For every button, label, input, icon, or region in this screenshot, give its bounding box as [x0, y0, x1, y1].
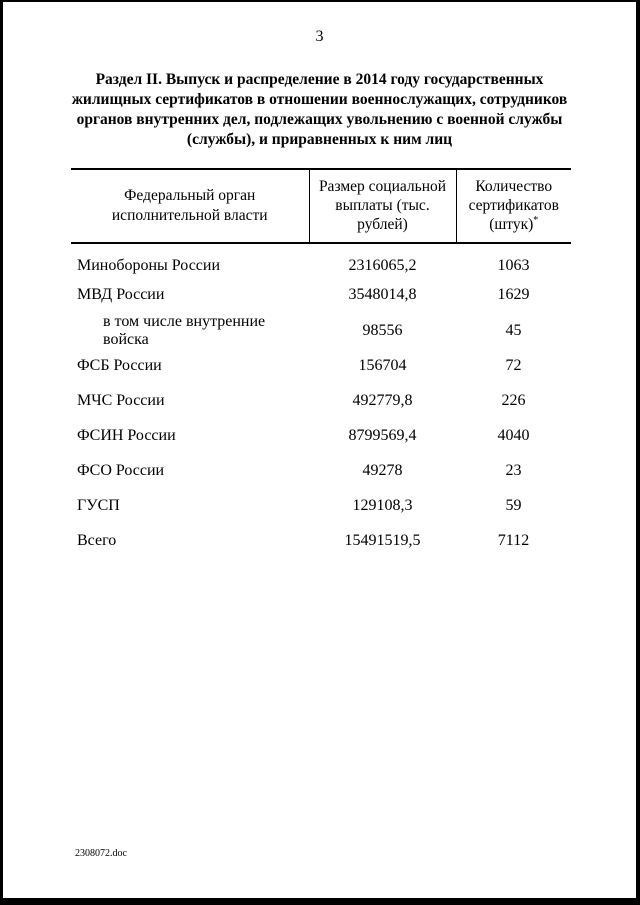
certificate-count: 226 [501, 392, 526, 410]
table-row [71, 454, 571, 489]
table-row [71, 278, 571, 313]
agency-name: МВД России [77, 286, 165, 304]
agency-name: ФСБ России [77, 357, 162, 375]
table-row [71, 489, 571, 524]
payment-amount: 49278 [362, 462, 403, 480]
certificate-count: 23 [505, 462, 522, 480]
table-row [71, 384, 571, 419]
column-header-agency: Федеральный орган исполнительной власти [71, 169, 309, 243]
agency-name: в том числе внутренние войска [103, 312, 266, 348]
certificate-count: 45 [505, 321, 522, 339]
certificate-count: 72 [505, 357, 522, 375]
payment-amount: 8799569,4 [348, 427, 417, 445]
table-row [71, 243, 571, 278]
column-header-count-text: Количество сертификатов (штук) [468, 177, 559, 234]
document-page [3, 2, 636, 898]
table-row [71, 349, 571, 384]
footnote-marker: * [533, 215, 539, 227]
certificates-table [71, 168, 571, 559]
certificate-count: 59 [505, 497, 522, 515]
table-header-row [71, 169, 571, 243]
payment-amount: 2316065,2 [348, 256, 417, 274]
certificate-count: 7112 [497, 532, 530, 550]
payment-amount: 3548014,8 [348, 286, 417, 304]
agency-name: МЧС России [77, 392, 165, 410]
section-title: Раздел II. Выпуск и распределение в 2014 году государственных жилищных сертификатов в отношении военнослужащих, сотрудников органов внутренних дел, подлежащих увольнению с военной службы (службы), и приравненных к ним лиц [71, 71, 568, 149]
certificate-count: 4040 [497, 427, 530, 445]
agency-name: ГУСП [77, 497, 120, 515]
agency-name: ФСИН России [77, 427, 176, 445]
certificate-count: 1629 [497, 286, 530, 304]
table-row [71, 524, 571, 559]
payment-amount: 492779,8 [352, 392, 413, 410]
page-number: 3 [315, 28, 324, 45]
agency-name: Минобороны России [77, 256, 221, 274]
table-row [71, 313, 571, 349]
table-row [71, 419, 571, 454]
agency-name: ФСО России [77, 462, 165, 480]
column-header-payment: Размер социальной выплаты (тыс. рублей) [309, 169, 456, 243]
certificate-count: 1063 [497, 256, 530, 274]
payment-amount: 98556 [362, 321, 403, 339]
payment-amount: 129108,3 [352, 497, 413, 515]
agency-name: Всего [77, 532, 117, 550]
column-header-count [456, 169, 571, 243]
payment-amount: 15491519,5 [344, 532, 421, 550]
payment-amount: 156704 [358, 357, 407, 375]
document-filename: 2308072.doc [75, 848, 127, 859]
